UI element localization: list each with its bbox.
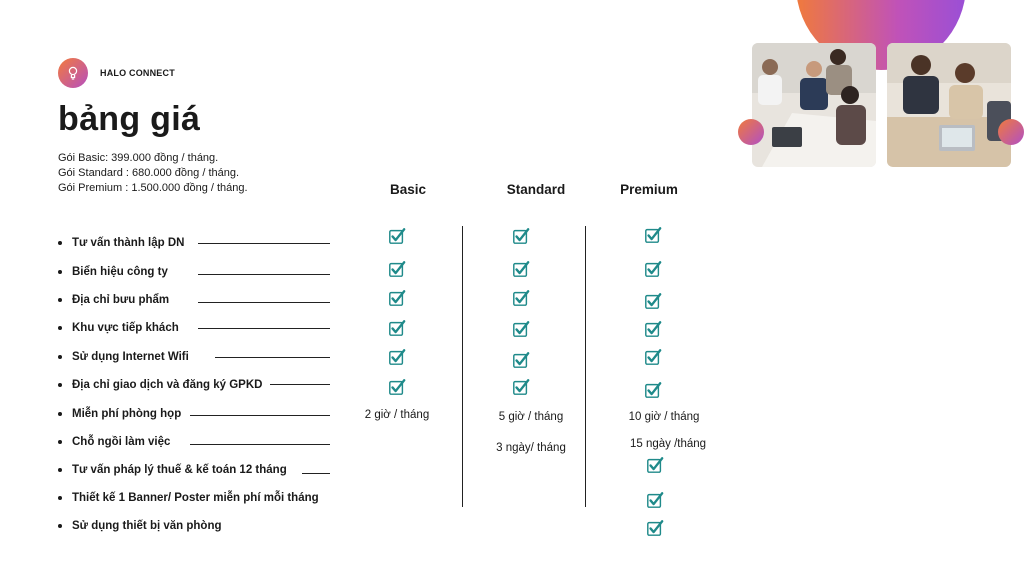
column-divider bbox=[462, 226, 463, 507]
feature-item bbox=[58, 379, 262, 391]
feature-item bbox=[58, 408, 181, 420]
bulb-icon bbox=[65, 65, 81, 81]
team-laptop-photo bbox=[887, 43, 1011, 167]
feature-label: Tư vấn pháp lý thuế & kế toán 12 tháng bbox=[72, 464, 287, 476]
price-standard: Gói Standard : 680.000 đồng / tháng. bbox=[58, 167, 240, 179]
check-icon bbox=[388, 319, 406, 337]
feature-label: Khu vực tiếp khách bbox=[72, 322, 179, 334]
cell-meeting-premium: 10 giờ / tháng bbox=[628, 411, 700, 423]
check-icon bbox=[512, 320, 530, 338]
feature-label: Biển hiệu công ty bbox=[72, 266, 168, 278]
check-icon bbox=[512, 378, 530, 396]
plan-header-premium: Premium bbox=[620, 182, 678, 197]
check-icon bbox=[644, 226, 662, 244]
cell-seat-standard: 3 ngày/ tháng bbox=[496, 442, 566, 454]
check-icon bbox=[512, 260, 530, 278]
feature-label: Miễn phí phòng họp bbox=[72, 408, 182, 420]
check-icon bbox=[512, 227, 530, 245]
cell-meeting-basic: 2 giờ / tháng bbox=[364, 409, 430, 421]
check-icon bbox=[512, 289, 530, 307]
check-icon bbox=[388, 227, 406, 245]
feature-item bbox=[58, 492, 319, 504]
feature-item bbox=[58, 464, 287, 476]
feature-label: Thiết kế 1 Banner/ Poster miễn phí mỗi tháng bbox=[72, 492, 319, 504]
feature-item bbox=[58, 351, 189, 363]
feature-label: Địa chỉ giao dịch và đăng ký GPKD bbox=[72, 379, 263, 391]
row-rule bbox=[198, 302, 330, 303]
price-premium: Gói Premium : 1.500.000 đồng / tháng. bbox=[58, 182, 248, 194]
check-icon bbox=[646, 491, 664, 509]
decorative-dot bbox=[998, 119, 1024, 145]
cell-meeting-standard: 5 giờ / tháng bbox=[498, 411, 564, 423]
brand-logo bbox=[58, 58, 88, 88]
check-icon bbox=[644, 381, 662, 399]
check-icon bbox=[388, 260, 406, 278]
feature-label: Địa chỉ bưu phẩm bbox=[72, 294, 170, 306]
feature-item bbox=[58, 436, 170, 448]
check-icon bbox=[388, 289, 406, 307]
cell-seat-premium: 15 ngày /tháng bbox=[629, 438, 707, 450]
row-rule bbox=[190, 415, 330, 416]
check-icon bbox=[644, 320, 662, 338]
feature-item bbox=[58, 266, 168, 278]
feature-label: Chỗ ngồi làm việc bbox=[72, 436, 171, 448]
check-icon bbox=[646, 456, 664, 474]
check-icon bbox=[644, 292, 662, 310]
row-rule bbox=[198, 274, 330, 275]
row-rule bbox=[302, 473, 330, 474]
feature-item bbox=[58, 322, 179, 334]
price-basic: Gói Basic: 399.000 đồng / tháng. bbox=[58, 152, 219, 164]
column-divider bbox=[585, 226, 586, 507]
row-rule bbox=[198, 328, 330, 329]
plan-header-basic: Basic bbox=[389, 182, 427, 197]
check-icon bbox=[644, 348, 662, 366]
row-rule bbox=[190, 444, 330, 445]
feature-item bbox=[58, 237, 184, 249]
page-title: bảng giá bbox=[58, 100, 201, 138]
price-list bbox=[58, 151, 248, 196]
plan-header-standard: Standard bbox=[506, 182, 566, 197]
check-icon bbox=[388, 348, 406, 366]
check-icon bbox=[512, 351, 530, 369]
brand-name: HALO CONNECT bbox=[100, 68, 175, 78]
feature-item bbox=[58, 294, 169, 306]
feature-label: Tư vấn thành lập DN bbox=[72, 237, 185, 249]
feature-item bbox=[58, 520, 222, 532]
row-rule bbox=[198, 243, 330, 244]
check-icon bbox=[646, 519, 664, 537]
row-rule bbox=[270, 384, 330, 385]
check-icon bbox=[388, 378, 406, 396]
decorative-dot bbox=[738, 119, 764, 145]
feature-label: Sử dụng Internet Wifi bbox=[72, 351, 189, 363]
team-meeting-photo bbox=[752, 43, 876, 167]
row-rule bbox=[215, 357, 330, 358]
check-icon bbox=[644, 260, 662, 278]
feature-label: Sử dụng thiết bị văn phòng bbox=[72, 520, 222, 532]
